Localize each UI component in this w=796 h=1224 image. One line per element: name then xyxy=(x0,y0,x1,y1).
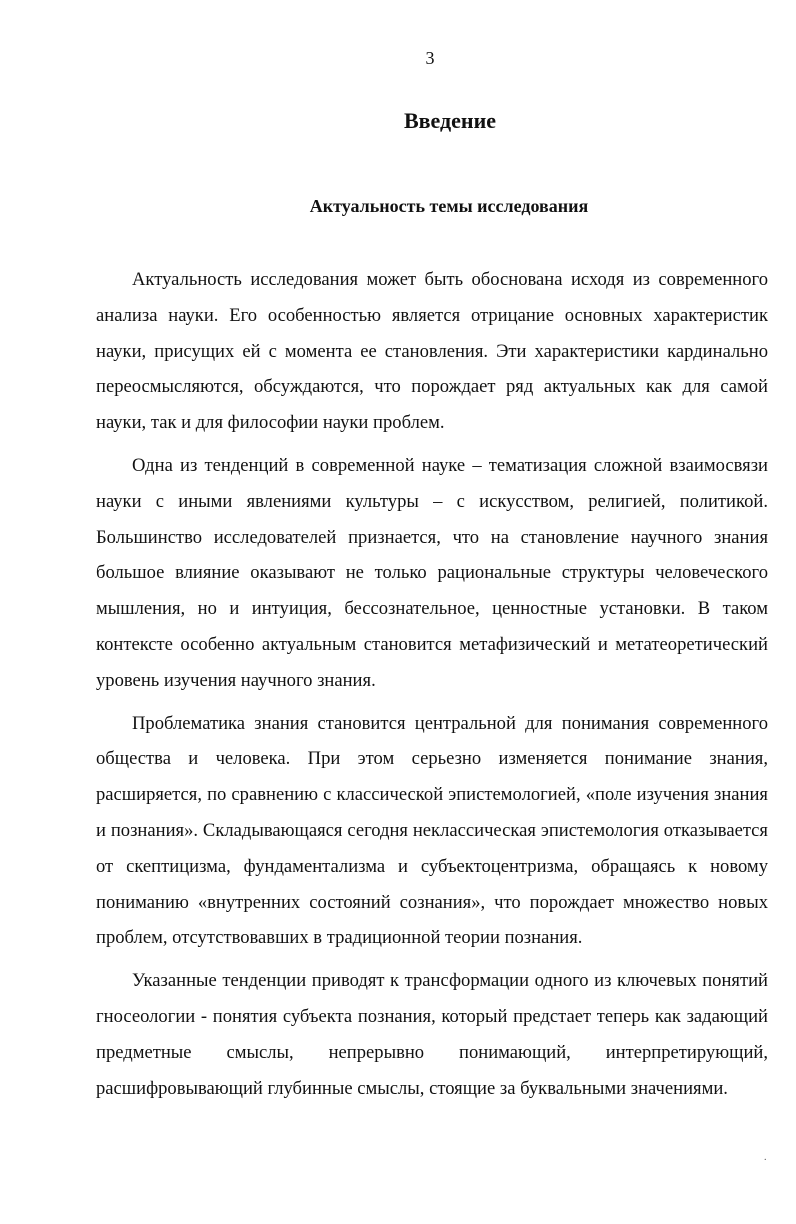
body-text xyxy=(96,262,768,1113)
paragraph-tendencies: Одна из тенденций в современной науке – тематизация сложной взаимосвязи науки с иными явлениями культуры – с искусством, религией, политикой. Большинство исследователей признается, что на становление научного знания большое влияние оказывают не только рациональные структуры человеческого мышления, но и интуиция, бессознательное, ценностные установки. В таком контексте особенно актуальным становится метафизический и метатеоретический уровень изучения научного знания. xyxy=(96,454,768,691)
page-number: 3 xyxy=(425,48,435,68)
paragraph-knowledge: Проблематика знания становится центральной для понимания современного общества и человека. При этом серьезно изменяется понимание знания, расширяется, по сравнению с классической эпистемологией, «поле изучения знания и познания». Складывающаяся сегодня неклассическая эпистемология отказывается от скептицизма, фундаментализма и субъектоцентризма, обращаясь к новому пониманию «внутренних состояний сознания», что порождает множество новых проблем, отсутствовавших в традиционной теории познания. xyxy=(96,712,768,949)
paragraph-relevance: Актуальность исследования может быть обоснована исходя из современного анализа науки. Его особенностью является отрицание основных характеристик науки, присущих ей с момента ее становления. Эти характеристики кардинально переосмысляются, обсуждаются, что порождает ряд актуальных как для самой науки, так и для философии науки проблем. xyxy=(96,269,768,434)
paragraph-subject: Указанные тенденции приводят к трансформации одного из ключевых понятий гносеологии - понятия субъекта познания, который предстает теперь как задающий предметные смыслы, непрерывно понимающий, интерпретирующий, расшифровывающий глубинные смыслы, стоящие за буквальными значениями. xyxy=(96,970,768,1099)
page-title: Введение xyxy=(403,108,497,133)
section-title: Актуальность темы исследования xyxy=(309,196,589,216)
scan-mark: . xyxy=(764,1152,767,1163)
